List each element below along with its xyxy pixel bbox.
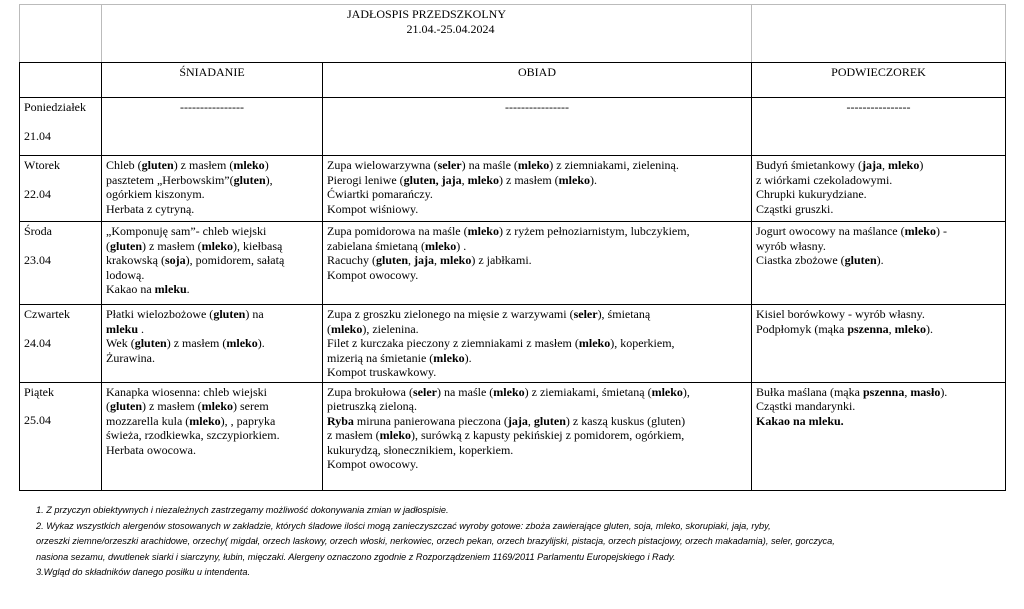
corner-cell [20,5,102,63]
breakfast-cell: ---------------- [102,98,323,156]
lunch-cell: Zupa pomidorowa na maśle (mleko) z ryżem pełnoziarnistym, lubczykiem, zabielana śmietaną (mleko) . Racuchy (gluten, jaja, mleko) z jabłkami. Kompot owocowy. [323,222,752,305]
lunch-cell: Zupa brokułowa (seler) na maśle (mleko) z ziemiakami, śmietaną (mleko), pietruszką zieloną. Ryba miruna panierowana pieczona (jaja, gluten) z kaszą kuskus (gluten) z masłem (mleko), surówką z kapusty pekińskiej z pomidorem, ogórkiem, kukurydzą, słonecznikiem, koperkiem. Kompot owocowy. [323,382,752,490]
breakfast-cell: Kanapka wiosenna: chleb wiejski (gluten) z masłem (mleko) serem mozzarella kula (mleko), , papryka świeża, rzodkiewka, szczypiorkiem. Herbata owocowa. [102,382,323,490]
day-row [20,98,1006,156]
footnotes [36,503,1011,581]
lunch-cell: Zupa wielowarzywna (seler) na maśle (mleko) z ziemniakami, zieleniną. Pierogi leniwe (gluten, jaja, mleko) z masłem (mleko). Ćwiartki pomarańczy. Kompot wiśniowy. [323,156,752,222]
day-name: Piątek [24,384,54,399]
day-name: Poniedziałek [24,100,86,114]
header-lunch: OBIAD [323,63,752,98]
menu-body [20,98,1006,491]
day-row [20,382,1006,490]
menu-table [19,4,1006,491]
lunch-cell: ---------------- [323,98,752,156]
day-date: 21.04 [24,128,51,143]
header-snack: PODWIECZOREK [752,63,1006,98]
breakfast-cell: Płatki wielozbożowe (gluten) na mleku . Wek (gluten) z masłem (mleko). Żurawina. [102,305,323,383]
snack-cell: Bułka maślana (mąka pszenna, masło). Cząstki mandarynki. Kakao na mleku. [752,382,1006,490]
snack-cell: ---------------- [752,98,1006,156]
day-cell [20,382,102,490]
page-title [102,5,752,63]
snack-cell: Budyń śmietankowy (jaja, mleko) z wiórkami czekoladowymi. Chrupki kukurydziane. Cząstki gruszki. [752,156,1006,222]
day-name: Środa [24,224,52,238]
footnote: nasiona sezamu, dwutlenek siarki i siarczyny, łubin, mięczaki. Alergeny oznaczono zgodnie z Rozporządzeniem 1169/2011 Parlamentu Europejskiego i Rady. [36,551,676,562]
day-date: 25.04 [24,413,51,427]
day-date: 24.04 [24,335,51,350]
day-row [20,222,1006,305]
day-cell [20,222,102,305]
snack-cell: Kisiel borówkowy - wyrób własny. Podpłomyk (mąka pszenna, mleko). [752,305,1006,383]
footnote: 1. Z przyczyn obiektywnych i niezależnych zastrzegamy możliwość dokonywania zmian w jadłospisie. [36,505,449,515]
snack-cell: Jogurt owocowy na maślance (mleko) - wyrób własny. Ciastka zbożowe (gluten). [752,222,1006,305]
day-cell [20,98,102,156]
title-right-cell [752,5,1006,63]
footnote: 2. Wykaz wszystkich alergenów stosowanych w zakładzie, których śladowe ilości mogą zanieczyszczać wyroby gotowe: zboża zawierające gluten, soja, mleko, skorupiaki, jaja, ryby, [36,520,771,531]
header-day [20,63,102,98]
day-cell [20,156,102,222]
footnote: 3.Wgląd do składników danego posiłku u intendenta. [36,567,251,577]
breakfast-cell: Chleb (gluten) z masłem (mleko) pasztetem „Herbowskim”(gluten), ogórkiem kiszonym. Herbata z cytryną. [102,156,323,222]
day-date: 22.04 [24,186,51,201]
day-date: 23.04 [24,252,51,267]
lunch-cell: Zupa z groszku zielonego na mięsie z warzywami (seler), śmietaną (mleko), zielenina. Filet z kurczaka pieczony z ziemniakami z masłem (mleko), koperkiem, mizerią na śmietanie (mleko). Kompot truskawkowy. [323,305,752,383]
day-row [20,305,1006,383]
header-breakfast: ŚNIADANIE [102,63,323,98]
footnote: orzeszki ziemne/orzeszki arachidowe, orzechy( migdał, orzech laskowy, orzech włoski, nerkowiec, orzech pekan, orzech brazylijski, pistacja, orzech pistacjowy, orzech makadamia), seler, gorczyca, [36,536,835,546]
day-name: Wtorek [24,158,60,172]
day-cell [20,305,102,383]
breakfast-cell: „Komponuję sam”- chleb wiejski (gluten) z masłem (mleko), kiełbasą krakowską (soja), pomidorem, sałatą lodową. Kakao na mleku. [102,222,323,305]
day-row [20,156,1006,222]
day-name: Czwartek [24,307,70,321]
date-range: 21.04.-25.04.2024 [406,21,495,36]
title-text: JADŁOSPIS PRZEDSZKOLNY [346,7,507,21]
